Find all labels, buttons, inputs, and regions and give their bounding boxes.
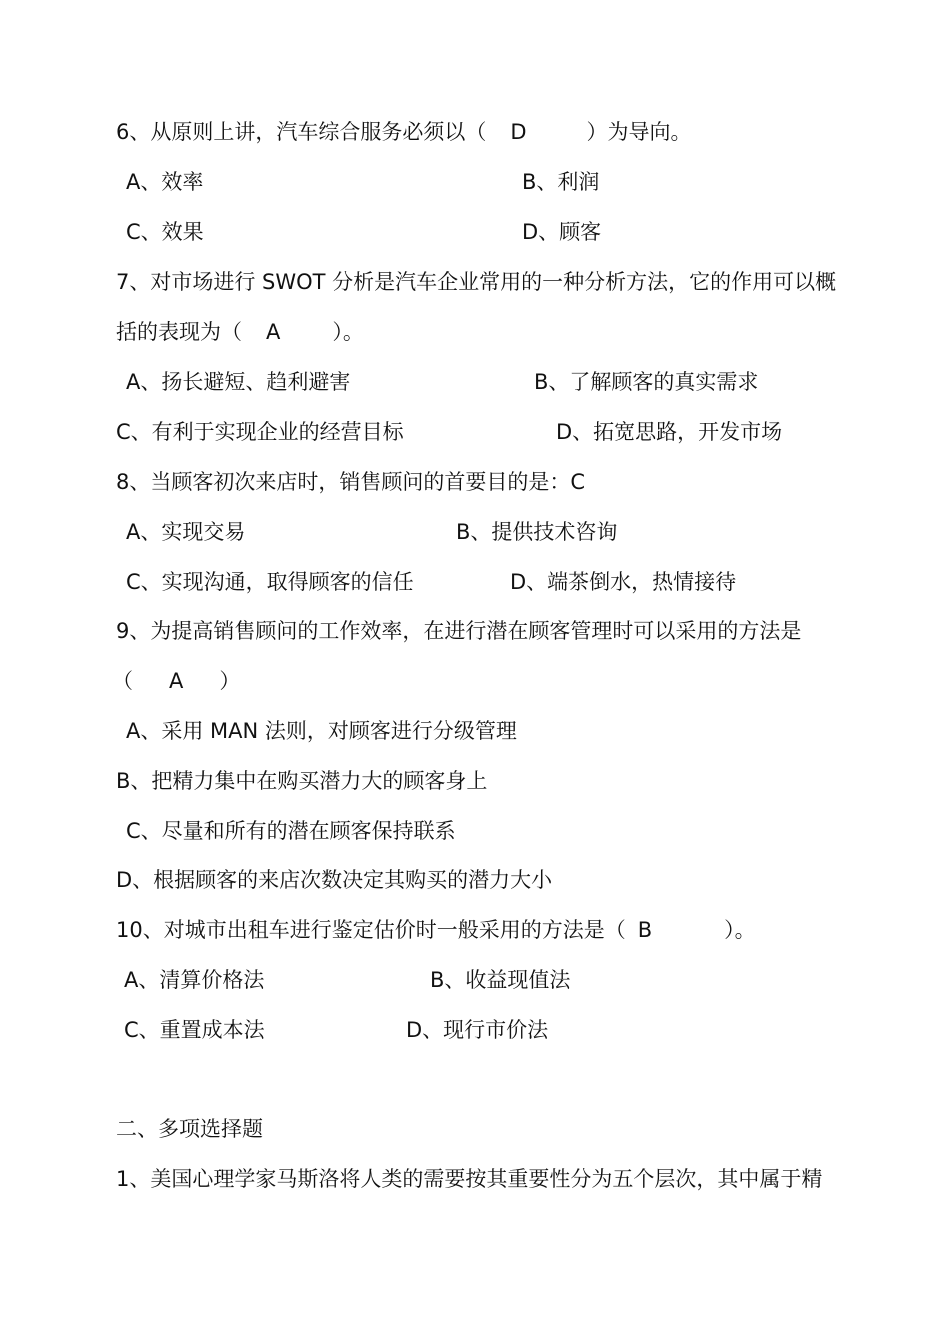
question-7-option-b: B、了解顾客的真实需求 bbox=[534, 370, 759, 394]
question-7-answer: A bbox=[266, 320, 281, 344]
question-8-stem: 8、当顾客初次来店时，销售顾问的首要目的是：C bbox=[116, 470, 586, 494]
question-9-option-c: C、尽量和所有的潜在顾客保持联系 bbox=[126, 819, 456, 843]
question-10-option-c: C、重置成本法 bbox=[124, 1018, 265, 1042]
question-10-option-b: B、收益现值法 bbox=[430, 968, 571, 992]
question-10-stem-text: 10、对城市出租车进行鉴定估价时一般采用的方法是（ bbox=[116, 918, 626, 942]
question-9-stem-text: （ bbox=[112, 669, 133, 693]
question-6-option-d: D、顾客 bbox=[522, 220, 602, 244]
question-9-stem-line2 bbox=[112, 667, 240, 695]
question-6-stem bbox=[116, 118, 692, 146]
question-8-option-b: B、提供技术咨询 bbox=[456, 520, 618, 544]
question-8-option-d: D、端茶倒水，热情接待 bbox=[510, 570, 737, 594]
question-6-option-b: B、利润 bbox=[522, 170, 600, 194]
question-10-option-a: A、清算价格法 bbox=[124, 968, 265, 992]
question-10-stem-end: ）。 bbox=[724, 918, 756, 942]
question-7-option-a: A、扬长避短、趋利避害 bbox=[126, 370, 351, 394]
section-2-heading: 二、多项选择题 bbox=[116, 1117, 263, 1141]
question-9-option-a: A、采用 MAN 法则，对顾客进行分级管理 bbox=[126, 719, 517, 743]
question-10-answer: B bbox=[637, 918, 653, 942]
question-7-stem-text: 括的表现为（ bbox=[116, 320, 242, 344]
question-10-option-d: D、现行市价法 bbox=[406, 1018, 549, 1042]
question-7-stem-end: ）。 bbox=[332, 320, 364, 344]
question-7-stem-line2 bbox=[116, 318, 364, 346]
question-10-stem bbox=[116, 916, 756, 944]
question-8-option-a: A、实现交易 bbox=[126, 520, 246, 544]
question-6-answer: D bbox=[510, 120, 527, 144]
question-9-stem-end: ） bbox=[219, 669, 241, 693]
section-2-question-1-line1: 1、美国心理学家马斯洛将人类的需要按其重要性分为五个层次，其中属于精 bbox=[116, 1167, 823, 1191]
question-9-option-b: B、把精力集中在购买潜力大的顾客身上 bbox=[116, 769, 488, 793]
question-9-option-d: D、根据顾客的来店次数决定其购买的潜力大小 bbox=[116, 868, 553, 892]
question-6-option-c: C、效果 bbox=[126, 220, 204, 244]
question-8-option-c: C、实现沟通，取得顾客的信任 bbox=[126, 570, 414, 594]
question-9-stem-line1: 9、为提高销售顾问的工作效率，在进行潜在顾客管理时可以采用的方法是 bbox=[116, 619, 802, 643]
question-9-answer: A bbox=[169, 669, 184, 693]
question-7-option-c: C、有利于实现企业的经营目标 bbox=[116, 420, 404, 444]
question-6-option-a: A、效率 bbox=[126, 170, 204, 194]
question-6-stem-end: ）为导向。 bbox=[586, 120, 692, 144]
question-7-stem-line1: 7、对市场进行 SWOT 分析是汽车企业常用的一种分析方法，它的作用可以概 bbox=[116, 270, 837, 294]
question-7-option-d: D、拓宽思路，开发市场 bbox=[556, 420, 783, 444]
question-6-stem-text: 6、从原则上讲，汽车综合服务必须以（ bbox=[116, 120, 487, 144]
